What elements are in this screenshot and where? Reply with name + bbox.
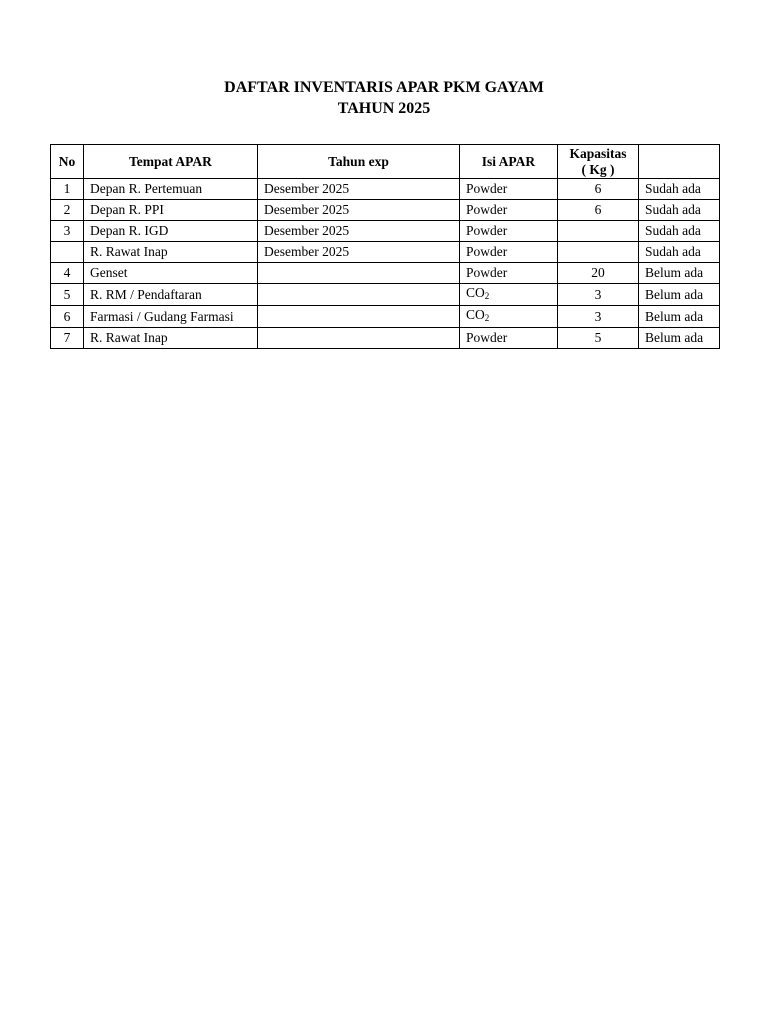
table-body: [51, 179, 720, 349]
cell-status: Sudah ada: [639, 179, 720, 200]
cell-tahun-exp: Desember 2025: [258, 242, 460, 263]
cell-tempat: R. Rawat Inap: [84, 242, 258, 263]
table-row: [51, 284, 720, 306]
isi-text: CO: [466, 285, 485, 300]
header-tahun-exp: Tahun exp: [258, 145, 460, 179]
table-row: [51, 328, 720, 349]
isi-text: Powder: [466, 181, 508, 196]
header-no: No: [51, 145, 84, 179]
cell-tahun-exp: Desember 2025: [258, 221, 460, 242]
cell-tempat: R. Rawat Inap: [84, 328, 258, 349]
cell-tahun-exp: Desember 2025: [258, 179, 460, 200]
cell-tempat: R. RM / Pendaftaran: [84, 284, 258, 306]
cell-kapasitas: 6: [558, 179, 639, 200]
cell-tahun-exp: [258, 328, 460, 349]
table-row: [51, 179, 720, 200]
cell-isi: [460, 200, 558, 221]
header-kapasitas-line1: Kapasitas: [569, 145, 627, 161]
cell-isi: [460, 284, 558, 306]
table-row: [51, 306, 720, 328]
cell-status: Belum ada: [639, 284, 720, 306]
cell-no: 4: [51, 263, 84, 284]
cell-no: 5: [51, 284, 84, 306]
cell-kapasitas: 5: [558, 328, 639, 349]
cell-no: 6: [51, 306, 84, 328]
cell-tahun-exp: [258, 284, 460, 306]
cell-tempat: Farmasi / Gudang Farmasi: [84, 306, 258, 328]
cell-status: Belum ada: [639, 306, 720, 328]
cell-kapasitas: [558, 221, 639, 242]
table-row: [51, 200, 720, 221]
cell-no: 2: [51, 200, 84, 221]
cell-status: Sudah ada: [639, 221, 720, 242]
cell-status: Belum ada: [639, 328, 720, 349]
cell-kapasitas: 3: [558, 284, 639, 306]
cell-no: 3: [51, 221, 84, 242]
cell-tahun-exp: Desember 2025: [258, 200, 460, 221]
cell-no: [51, 242, 84, 263]
isi-text: Powder: [466, 223, 508, 238]
cell-status: Sudah ada: [639, 242, 720, 263]
header-kapasitas-line2: ( Kg ): [581, 161, 615, 177]
cell-isi: [460, 179, 558, 200]
cell-no: 7: [51, 328, 84, 349]
cell-isi: [460, 242, 558, 263]
isi-text: Powder: [466, 244, 508, 259]
isi-text: Powder: [466, 202, 508, 217]
cell-isi: [460, 263, 558, 284]
isi-text: Powder: [466, 330, 508, 345]
cell-tahun-exp: [258, 306, 460, 328]
header-isi: Isi APAR: [460, 145, 558, 179]
header-tempat: Tempat APAR: [84, 145, 258, 179]
cell-isi: [460, 306, 558, 328]
document-title: [0, 77, 768, 119]
inventory-table: [50, 144, 720, 349]
cell-kapasitas: [558, 242, 639, 263]
header-kapasitas: [558, 145, 639, 179]
cell-isi: [460, 328, 558, 349]
cell-status: Belum ada: [639, 263, 720, 284]
cell-kapasitas: 3: [558, 306, 639, 328]
table-row: [51, 242, 720, 263]
cell-tempat: Depan R. IGD: [84, 221, 258, 242]
cell-tempat: Depan R. Pertemuan: [84, 179, 258, 200]
title-line-1: DAFTAR INVENTARIS APAR PKM GAYAM: [224, 79, 544, 96]
cell-tempat: Depan R. PPI: [84, 200, 258, 221]
isi-subscript: 2: [484, 291, 490, 301]
table-header-row: [51, 145, 720, 179]
cell-kapasitas: 6: [558, 200, 639, 221]
cell-tempat: Genset: [84, 263, 258, 284]
cell-isi: [460, 221, 558, 242]
isi-text: Powder: [466, 265, 508, 280]
cell-kapasitas: 20: [558, 263, 639, 284]
table-row: [51, 221, 720, 242]
cell-no: 1: [51, 179, 84, 200]
cell-tahun-exp: [258, 263, 460, 284]
cell-status: Sudah ada: [639, 200, 720, 221]
isi-text: CO: [466, 307, 485, 322]
isi-subscript: 2: [484, 313, 490, 323]
table-row: [51, 263, 720, 284]
title-line-2: TAHUN 2025: [337, 100, 431, 117]
header-status: [639, 145, 720, 179]
